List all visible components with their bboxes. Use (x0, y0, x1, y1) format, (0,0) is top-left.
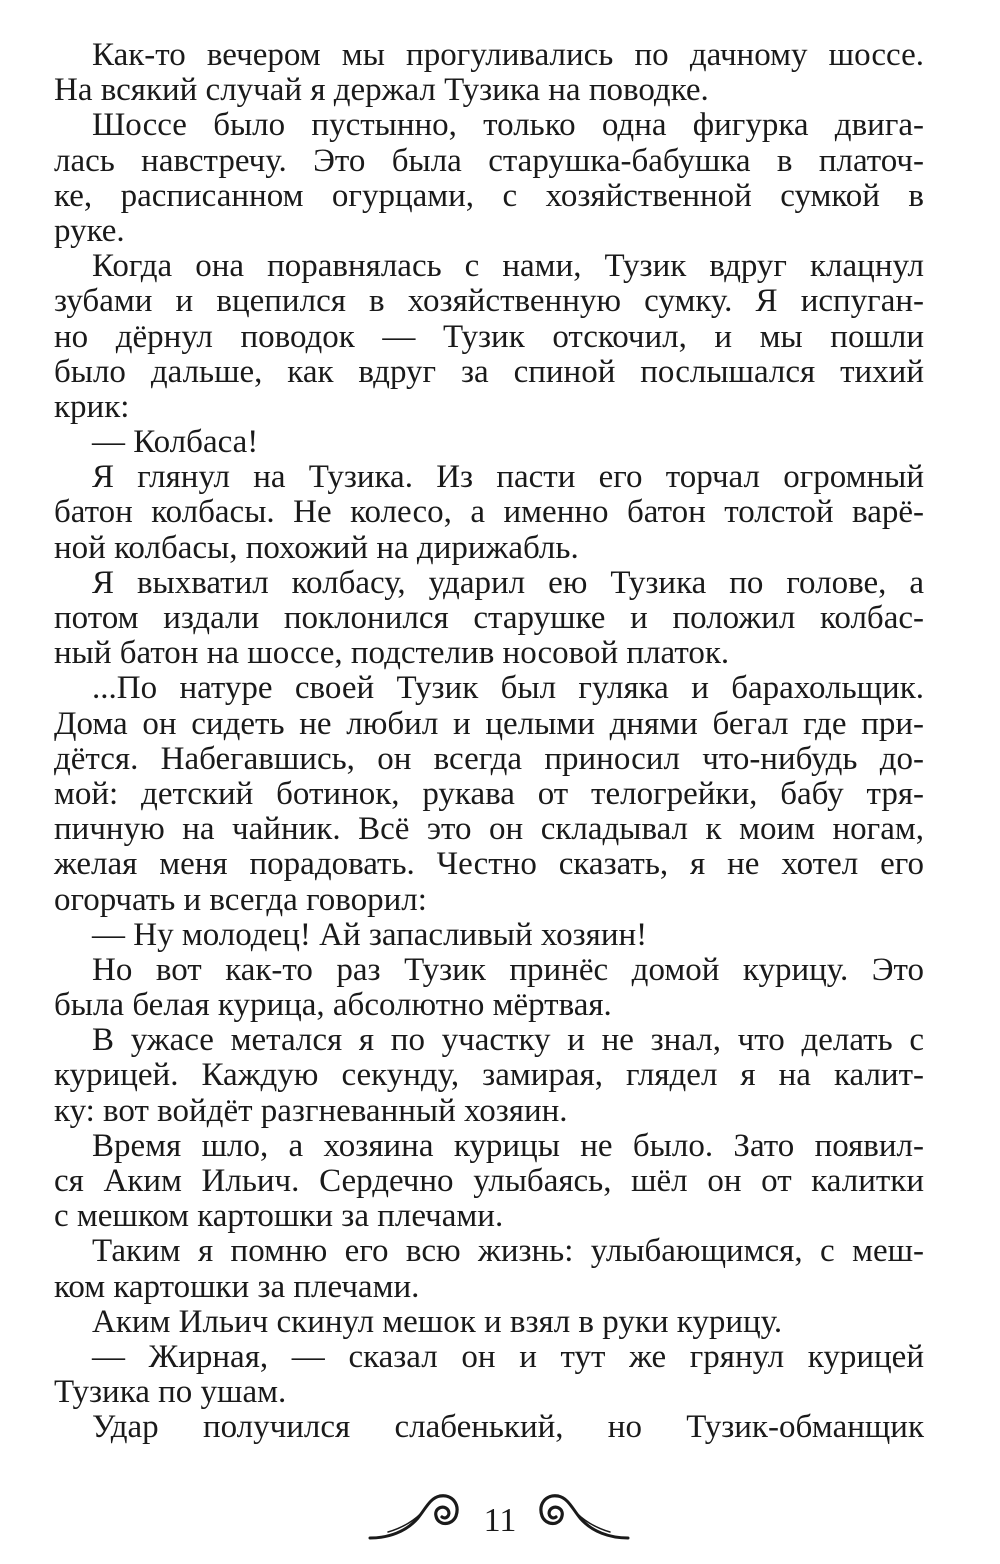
text-line: курицей. Каждую секунду, замирая, глядел я на калит- (54, 1057, 924, 1094)
text-line: ный батон на шоссе, подстелив носовой платок. (54, 635, 730, 672)
text-line: Удар получился слабенький, но Тузик-обманщик (92, 1409, 924, 1446)
text-line: Тузика по ушам. (54, 1374, 287, 1411)
text-line: Время шло, а хозяина курицы не было. Зато появил- (92, 1127, 924, 1164)
text-line: — Колбаса! (92, 424, 259, 461)
text-line: В ужасе метался я по участку и не знал, что делать с (92, 1022, 924, 1059)
text-line: Шоссе было пустынно, только одна фигурка двига- (92, 107, 924, 144)
text-line: пичную на чайник. Всё это он складывал к моим ногам, (54, 811, 924, 848)
text-line: руке. (54, 212, 125, 249)
text-line: ке, расписанном огурцами, с хозяйственной сумкой в (54, 177, 924, 214)
text-line: была белая курица, абсолютно мёртвая. (54, 987, 612, 1024)
text-line: ...По натуре своей Тузик был гуляка и барахольщик. (92, 670, 924, 707)
text-line: Я глянул на Тузика. Из пасти его торчал огромный (92, 459, 924, 496)
text-line: мой: детский ботинок, рукава от телогрейки, бабу тря- (54, 775, 924, 812)
text-line: Аким Ильич скинул мешок и взял в руки курицу. (92, 1303, 783, 1340)
text-line: Таким я помню его всю жизнь: улыбающимся, с меш- (92, 1233, 924, 1270)
text-line: было дальше, как вдруг за спиной послышался тихий (54, 353, 924, 390)
text-line: дётся. Набегавшись, он всегда приносил что-нибудь до- (54, 740, 924, 777)
text-line: ной колбасы, похожий на дирижабль. (54, 529, 579, 566)
text-line: с мешком картошки за плечами. (54, 1198, 504, 1235)
right-flourish-ornament-icon (520, 1488, 630, 1548)
text-line: Когда она поравнялась с нами, Тузик вдруг клацнул (92, 248, 924, 285)
text-line: потом издали поклонился старушке и положил колбас- (54, 600, 924, 636)
text-line: — Жирная, — сказал он и тут же грянул курицей (92, 1338, 924, 1375)
text-line: Но вот как-то раз Тузик принёс домой курицу. Это (92, 951, 924, 988)
text-body (54, 38, 924, 1446)
text-line: Как-то вечером мы прогуливались по дачному шоссе. (92, 37, 924, 73)
text-line: Дома он сидеть не любил и целыми днями бегал где при- (54, 705, 924, 742)
text-line: Я выхватил колбасу, ударил ею Тузика по голове, а (92, 564, 924, 601)
text-line: батон колбасы. Не колесо, а именно батон толстой варё- (54, 494, 924, 531)
page-number: 11 (483, 1502, 517, 1539)
text-line: лась навстречу. Это была старушка-бабушка в платоч- (54, 142, 924, 179)
text-line: ся Аким Ильич. Сердечно улыбаясь, шёл он от калитки (54, 1163, 924, 1199)
text-line: крик: (54, 388, 130, 425)
text-line: желая меня порадовать. Честно сказать, я не хотел его (54, 846, 924, 883)
page-footer (0, 1488, 1000, 1558)
text-line: зубами и вцепился в хозяйственную сумку. Я испуган- (54, 283, 924, 320)
text-line: ком картошки за плечами. (54, 1268, 420, 1305)
text-line: огорчать и всегда говорил: (54, 881, 427, 918)
text-line: ку: вот войдёт разгневанный хозяин. (54, 1092, 568, 1129)
text-line: но дёрнул поводок — Тузик отскочил, и мы пошли (54, 318, 924, 355)
text-line: — Ну молодец! Ай запасливый хозяин! (92, 916, 648, 953)
text-line: На всякий случай я держал Тузика на поводке. (54, 72, 709, 109)
